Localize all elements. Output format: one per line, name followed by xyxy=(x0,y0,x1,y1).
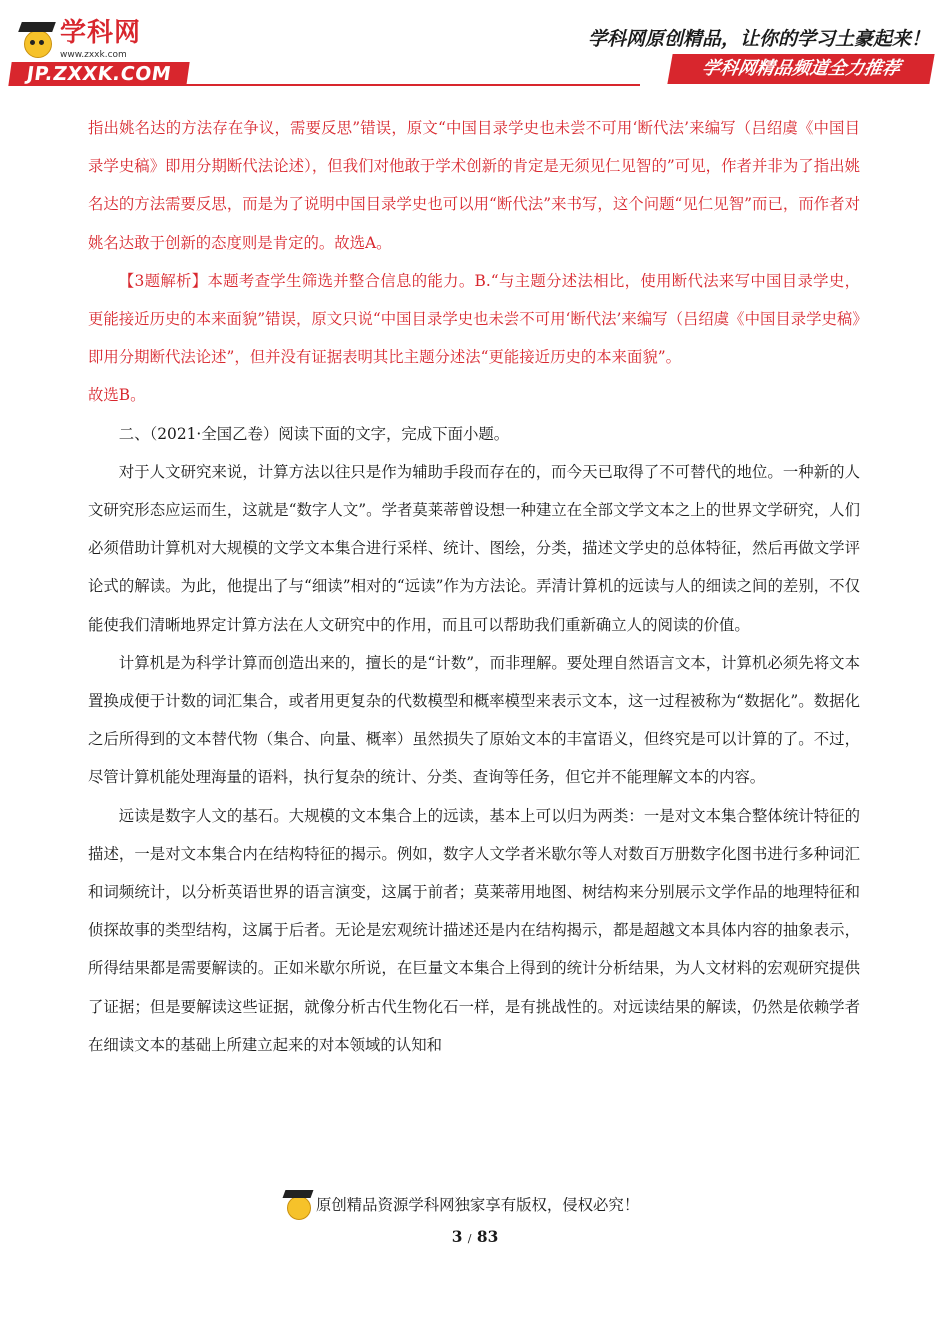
answer-paragraph: 指出姚名达的方法存在争议，需要反思”错误，原文“中国目录学史也未尝不可用‘断代法’来编写（吕绍虞《中国目录学史稿》即用分期断代法论述），但我们对他敢于学术创新的肯定是无须见仁见智的”可见，作者并非为了指出姚名达的方法需要反思，而是为了说明中国目录学史也可以用“断代法”来书写，这个问题“见仁见智”而已，而作者对姚名达敢于创新的态度则是肯定的。故选A。 xyxy=(88,119,860,252)
copyright-notice xyxy=(284,1186,639,1222)
section-heading: 二、（2021·全国乙卷）阅读下面的文字，完成下面小题。 xyxy=(118,424,510,443)
body-paragraph: 对于人文研究来说，计算方法以往只是作为辅助手段而存在的，而今天已取得了不可替代的地位。一种新的人文研究形态应运而生，这就是“数字人文”。学者莫莱蒂曾设想一种建立在全部文学文本之上的世界文学研究，人们必须借助计算机对大规模的文学文本集合进行采样、统计、图绘，分类，描述文学史的总体特征，然后再做文学评论式的解读。为此，他提出了与“细读”相对的“远读”作为方法论。弄清计算机的远读与人的细读之间的差别，不仅能使我们清晰地界定计算方法在人文研究中的作用，而且可以帮助我们重新确立人的阅读的价值。 xyxy=(88,462,860,634)
page-number xyxy=(0,1228,950,1246)
mascot-icon xyxy=(18,18,56,60)
site-logo[interactable] xyxy=(10,18,190,88)
page-current: 3 xyxy=(451,1228,463,1246)
header-badge: 学科网精品频道全力推荐 xyxy=(667,54,934,84)
body-paragraph: 远读是数字人文的基石。大规模的文本集合上的远读，基本上可以归为两类：一是对文本集合整体统计特征的描述，一是对文本集合内在结构特征的揭示。例如，数字人文学者米歇尔等人对数百万册数字化图书进行多种词汇和词频统计，以分析英语世界的语言演变，这属于前者；莫莱蒂用地图、树结构来分别展示文学作品的地理特征和侦探故事的类型结构，这属于后者。无论是宏观统计描述还是内在结构揭示，都是超越文本具体内容的抽象表示，所得结果都是需要解读的。正如米歇尔所说，在巨量文本集合上得到的统计分析结果，为人文材料的宏观研究提供了证据；但是要解读这些证据，就像分析古代生物化石一样，是有挑战性的。对远读结果的解读，仍然是依赖学者在细读文本的基础上所建立起来的对本领域的认知和 xyxy=(88,806,860,1054)
logo-url-small: www.zxxk.com xyxy=(60,50,127,60)
header-divider xyxy=(186,84,640,86)
page-total: 83 xyxy=(476,1228,499,1246)
page-separator: / xyxy=(467,1232,472,1245)
copyright-text: 原创精品资源学科网独家享有版权，侵权必究！ xyxy=(316,1196,640,1214)
page-header xyxy=(0,0,950,96)
logo-banner: JP.ZXXK.COM xyxy=(8,62,189,86)
body-paragraph: 计算机是为科学计算而创造出来的，擅长的是“计数”，而非理解。要处理自然语言文本，计算机必须先将文本置换成便于计数的词汇集合，或者用更复杂的代数模型和概率模型来表示文本，这一过程被称为“数据化”。数据化之后所得到的文本替代物（集合、向量、概率）虽然损失了原始文本的丰富语义，但终究是可以计算的了。不过，尽管计算机能处理海量的语料，执行复杂的统计、分类、查询等任务，但它并不能理解文本的内容。 xyxy=(88,653,860,787)
header-slogan: 学科网原创精品，让你的学习土豪起来！ xyxy=(587,28,930,50)
logo-name: 学科网 xyxy=(60,18,142,48)
document-body xyxy=(88,109,860,1064)
answer-paragraph: 【3题解析】本题考查学生筛选并整合信息的能力。B.“与主题分述法相比，使用断代法来写中国目录学史，更能接近历史的本来面貌”错误，原文只说“中国目录学史也未尝不可用‘断代法’来编写（吕绍虞《中国目录学史稿》即用分期断代法论述”，但并没有证据表明其比主题分述法“更能接近历史的本来面貌”。 xyxy=(88,271,860,367)
answer-paragraph: 故选B。 xyxy=(88,386,146,405)
mascot-icon xyxy=(284,1186,312,1222)
